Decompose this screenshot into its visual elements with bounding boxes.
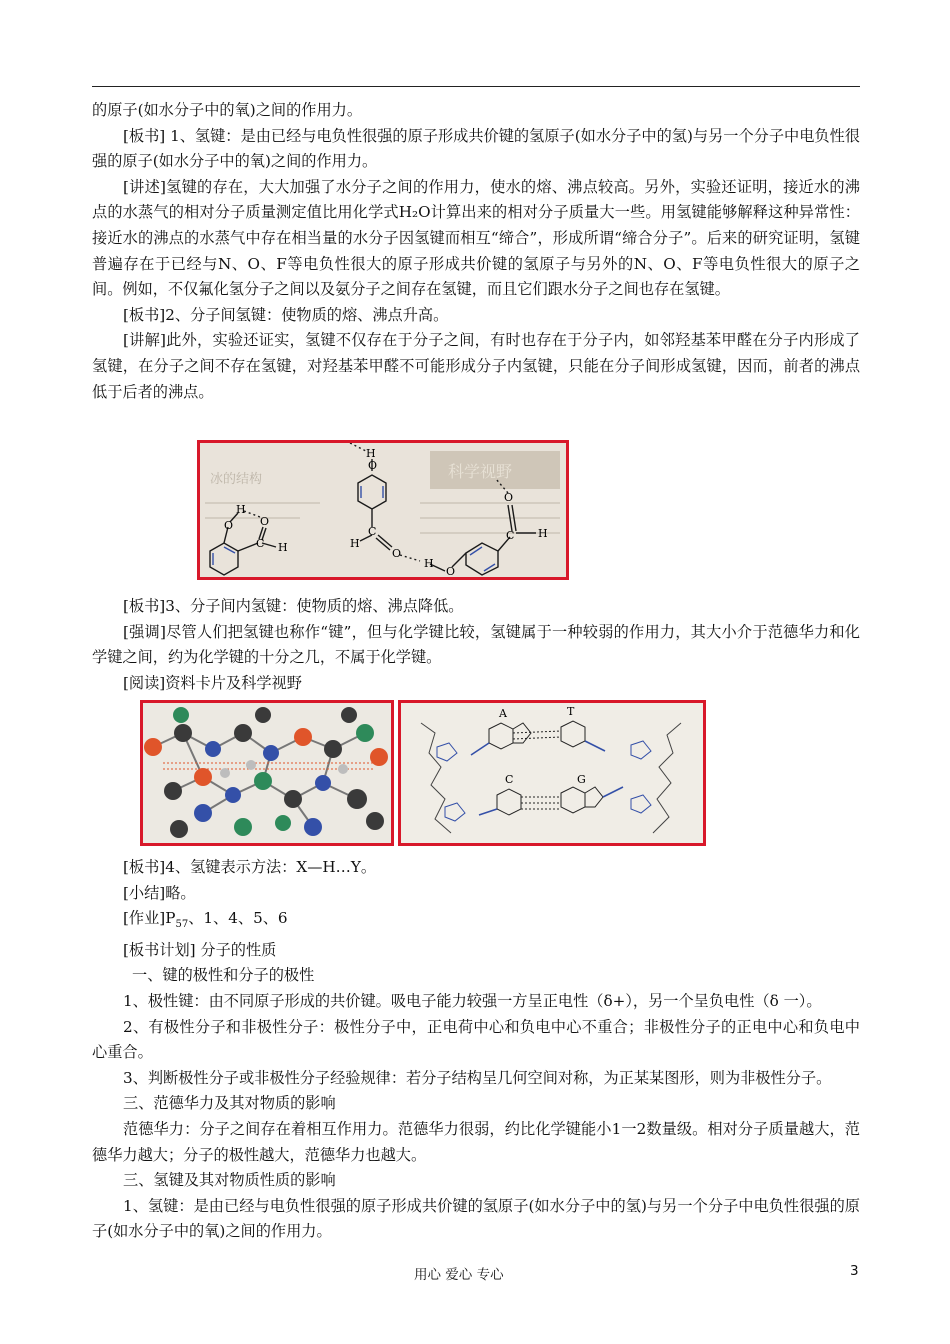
heading-bond-polarity: 一、键的极性和分子的极性 [132,966,315,985]
para2-atom-o2: O [504,491,514,504]
ortho-atom-c: C [256,537,265,550]
paragraph-van-der-waals: 范德华力：分子之间存在着相互作用力。范德华力很弱，约比化学键能小1一2数量级。相对分子质量越大，范德华力越大；分子的极性越大，范德华力也越大。 [92,1119,860,1164]
base-label-g: G [577,773,586,786]
paragraph-homework [92,906,860,938]
figure-dna-ball-model-drawing [143,703,391,843]
ortho-atom-h2: H [278,541,288,554]
para1-atom-c: C [368,525,377,538]
para-molecule-2 [430,479,536,575]
paragraph-board-intermolecular: [板书]2、分子间氢键：使物质的熔、沸点升高。 [123,305,449,324]
heading-van-der-waals: 三、范德华力及其对物质的影响 [123,1094,336,1113]
ortho-atom-o1: O [224,519,234,532]
para1-atom-h: H [366,447,376,460]
homework-page-sub: 57 [175,919,189,931]
base-pair-at [471,721,605,755]
paragraph-emphasis: [强调]尽管人们把氢键也称作“键”，但与化学键比较，氢键属于一种较弱的作用力，其大小介于范德华力和化学键之间，约为化学键的十分之几，不属于化学键。 [92,622,860,667]
paragraph-board-notation: [板书]4、氢键表示方法：X—H…Y。 [123,858,377,876]
para-molecule-1 [350,443,420,561]
para1-atom-o2: O [392,547,402,560]
paragraph-narration: [讲述]氢键的存在，大大加强了水分子之间的作用力，使水的熔、沸点较高。另外，实验还证明，接近水的沸点的水蒸气的相对分子质量测定值比用化学式H₂O计算出来的相对分子质量大一些。用氢键能够解释这种异常性：接近水的沸点的水蒸气中存在相当量的水分子因氢键而相互“缔合”，形成所谓“缔合分子”。后来的研究证明，氢键普遍存在于已经与N、O、F等电负性很大的原子形成共价键的氢原子与另外的N、O、F等电负性很大的原子之间。例如，不仅氟化氢分子之间以及氨分子之间存在氢键，而且它们跟水分子之间也存在氢键。 [92,177,860,299]
paragraph-judging-rule: 3、判断极性分子或非极性分子经验规律：若分子结构呈几何空间对称，为正某某图形，则为非极性分子。 [123,1068,832,1087]
base-label-t: T [567,705,575,718]
heading-hydrogen-bond: 三、氢键及其对物质性质的影响 [123,1171,336,1190]
text-block-3 [92,855,860,1245]
base-pair-cg [479,787,623,815]
para2-atom-o: O [446,565,456,577]
para2-atom-c: C [506,529,515,542]
homework-prefix: [作业]P [123,909,176,928]
figure-dna-base-pairs-drawing [401,703,703,843]
base-label-c: C [505,773,514,786]
figure-hydroxybenzaldehyde-drawing [200,443,566,577]
homework-suffix: 、1、4、5、6 [188,909,288,928]
paragraph-summary: [小结]略。 [123,883,196,902]
paragraph-explanation: [讲解]此外，实验还证实，氢键不仅存在于分子之间，有时也存在于分子内，如邻羟基苯甲醛在分子内形成了氢键，在分子之间不存在氢键，对羟基苯甲醛不可能形成分子内氢键，只能在分子间形成氢键，因而，前者的沸点低于后者的沸点。 [92,331,860,401]
para2-atom-h2: H [538,527,548,540]
sugar-phosphate-backbone [421,723,681,833]
figure-bg-text-1: 科学视野 [448,462,513,481]
figure-bg-text-2: 冰的结构 [210,472,263,487]
base-label-a: A [499,707,507,720]
figure-dna-base-pairs [398,700,706,846]
paragraph-board-plan: [板书计划] 分子的性质 [123,940,277,959]
paragraph-reading: [阅读]资料卡片及科学视野 [123,673,302,692]
paragraph-board-intramolecular: [板书]3、分子间内氢键：使物质的熔、沸点降低。 [123,597,464,615]
text-block-2 [92,594,860,696]
paragraph-board-hydrogen-bond: [板书] 1、氢键：是由已经与电负性很强的原子形成共价键的氢原子(如水分子中的氢)与另一个分子中电负性很强的原子(如水分子中的氧)之间的作用力。 [92,126,860,171]
footer-center-text: 用心 爱心 专心 [414,1267,504,1283]
para1-benzene-ring [358,475,386,509]
para1-atom-h2: H [350,537,360,550]
figure-dna-ball-model [140,700,394,846]
para1-atom-o: O [368,459,378,472]
footer-page-number: 3 [850,1263,859,1279]
paragraph-continuation: 的原子(如水分子中的氧)之间的作用力。 [92,101,363,119]
paragraph-polar-molecule: 2、有极性分子和非极性分子：极性分子中，正电荷中心和负电中心不重合；非极性分子的正电中心和负电中心重合。 [92,1017,860,1062]
header-rule [92,86,860,87]
para2-atom-h: H [424,557,434,570]
text-block-1 [92,98,860,405]
ortho-atom-o2: O [260,515,270,528]
figure-hydroxybenzaldehyde [197,440,569,580]
ortho-atom-h1: H [236,503,246,516]
ortho-benzene-ring [210,543,238,575]
paragraph-hydrogen-bond-def: 1、氢键：是由已经与电负性很强的原子形成共价键的氢原子(如水分子中的氢)与另一个分子中电负性很强的原子(如水分子中的氧)之间的作用力。 [92,1196,860,1241]
paragraph-polar-bond: 1、极性键：由不同原子形成的共价键。吸电子能力较强一方呈正电性（δ+），另一个呈负电性（δ 一）。 [123,992,822,1010]
